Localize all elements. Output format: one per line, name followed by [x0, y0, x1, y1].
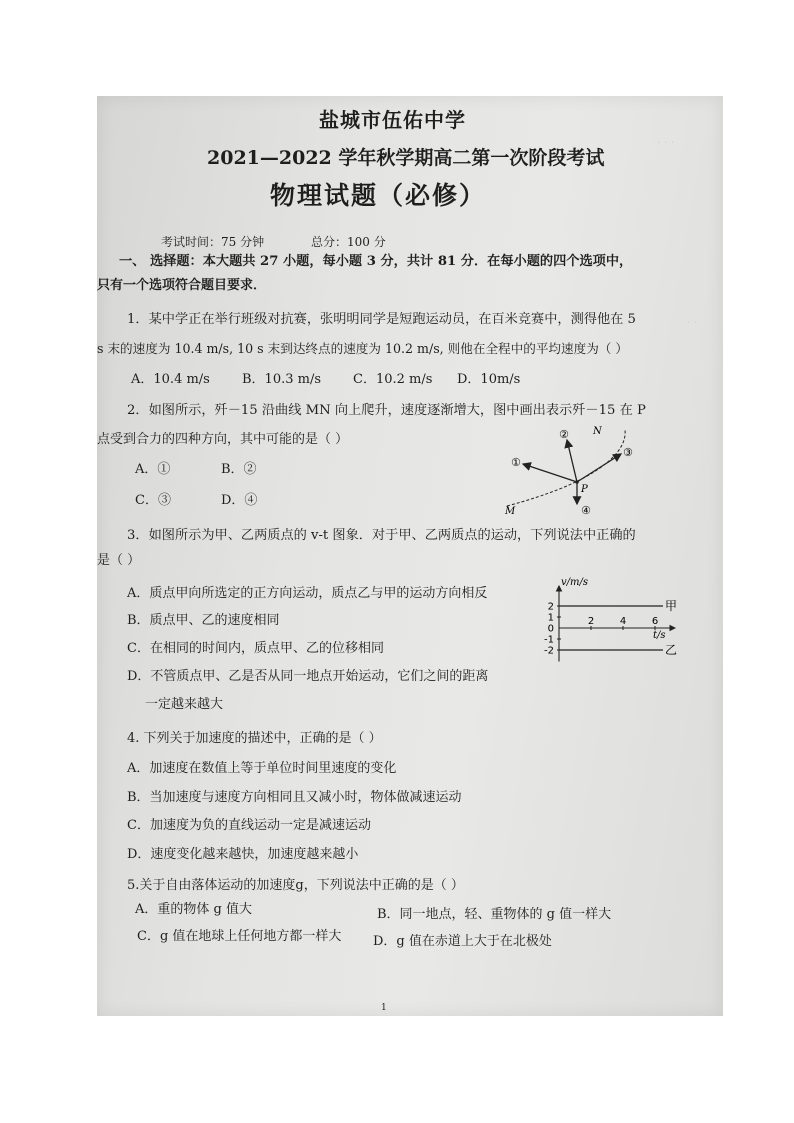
exam-photo: · · · · · 盐城市伍佑中学 2021—2022 学年秋学期高二第一次阶段考试 物理试题（必修） 考试时间：75 分钟 总分：100 分 一、 选择题：本大题共 27 小题，每小题 3 分，共计 81 分．在每小题的四个选项中， 只有一个选项符合题目要求． 1．某中学正在举行班级对抗赛，张明明同学是短跑运动员，在百米竞赛中，测得他在 5 s 末的速度为 10.4 m/s, 10 s 末到达终点的速度为 10.2 m/s, 则他在全程中的平均速度为（ ） A．10.4 m/s B．10.3 m/s C．10.2 m/s D．10m/s 2．如图所示，歼－15 沿曲线 MN 向上爬升，速度逐渐增大，图中画出表示歼－15 在 P 点受到合力的四种方向，其中可能的是（ ） A．① B．② C．③ D．④ N M P ① ② ③ ④ 3．如图所示为甲、乙两质点的 v-t 图象．对于甲、乙两质点的运动，下列说法中正确的 是（ ） A．质点甲向所选定的正方向运动，质点乙与甲的运动方向相反 B．质点甲、乙的速度相同 C．在相同的时间内，质点甲、乙的位移相同 D．不管质点甲、乙是否从同一地点开始运动，它们之间的距离 一定越来越大 v/m/s t/s 2 1 0 -1 -2 2 4 6 甲 乙 4. 下列关于加速度的描述中，正确的是（ ） A．加速度在数值上等于单位时间里速度的变化 B．当加速度与速度方向相同且又减小时，物体做减速运动 C．加速度为负的直线运动一定是减速运动 D．速度变化越来越快，加速度越来越小 5.关于自由落体运动的加速度g，下列说法中正确的是（ ） A．重的物体 g 值大 B．同一地点，轻、重物体的 g 值一样大 C．g 值在地球上任何地方都一样大 D．g 值在赤道上大于在北极处 1 — [97, 96, 723, 1016]
curve-mn — [507, 430, 625, 506]
q4-option-c: C．加速度为负的直线运动一定是减速运动 — [127, 818, 371, 833]
label-3: ③ — [623, 446, 633, 459]
label-n: N — [593, 426, 602, 437]
q3-stem: 3．如图所示为甲、乙两质点的 v-t 图象．对于甲、乙两质点的运动，下列说法中正确的 — [127, 528, 636, 543]
label-1: ① — [511, 456, 521, 469]
x-tick-label: 2 — [587, 616, 595, 627]
q1-option-c: C．10.2 m/s — [353, 372, 433, 387]
q2-stem: 2．如图所示，歼－15 沿曲线 MN 向上爬升，速度逐渐增大，图中画出表示歼－15 在 P — [127, 403, 646, 418]
force-arrow-3 — [577, 454, 621, 482]
q2-option-c: C．③ — [135, 493, 171, 508]
school-name: 盐城市伍佑中学 — [319, 108, 466, 132]
label-4: ④ — [581, 504, 591, 516]
label-p: P — [581, 484, 588, 495]
subject-title: 物理试题（必修） — [270, 181, 487, 210]
q4-stem: 4. 下列关于加速度的描述中，正确的是（ ） — [127, 731, 382, 746]
q2-option-d: D．④ — [221, 493, 258, 508]
label-2: ② — [559, 428, 569, 441]
q3-stem-2: 是（ ） — [97, 553, 141, 568]
q2-force-diagram — [497, 424, 647, 516]
force-arrow-1 — [523, 464, 577, 482]
q5-option-d: D．g 值在赤道上大于在北极处 — [373, 934, 552, 949]
exam-time: 考试时间：75 分钟 — [161, 235, 265, 249]
x-tick-label: 6 — [651, 616, 659, 627]
q4-option-d: D．速度变化越来越快，加速度越来越小 — [127, 847, 359, 862]
total-score: 总分：100 分 — [311, 235, 386, 249]
q4-option-a: A．加速度在数值上等于单位时间里速度的变化 — [127, 761, 397, 776]
series-label-2: 乙 — [665, 643, 677, 657]
x-axis-label: t/s — [653, 630, 666, 641]
q2-stem-2: 点受到合力的四种方向，其中可能的是（ ） — [97, 432, 349, 447]
q2-option-b: B．② — [221, 462, 257, 477]
y-tick-label: 1 — [547, 612, 554, 624]
y-tick-label: -1 — [544, 634, 554, 646]
q1-stem: 1．某中学正在举行班级对抗赛，张明明同学是短跑运动员，在百米竞赛中，测得他在 5 — [127, 312, 636, 327]
y-tick-label: -2 — [544, 645, 554, 657]
x-tick-label: 4 — [619, 616, 627, 627]
q1-option-d: D．10m/s — [457, 372, 521, 387]
q3-option-a: A．质点甲向所选定的正方向运动，质点乙与甲的运动方向相反 — [127, 586, 488, 601]
q4-option-b: B．当加速度与速度方向相同且又减小时，物体做减速运动 — [127, 790, 462, 805]
q3-option-d-cont: 一定越来越大 — [145, 697, 224, 712]
force-arrow-2 — [567, 440, 577, 482]
series-label-1: 甲 — [665, 599, 677, 613]
q5-option-c: C．g 值在地球上任何地方都一样大 — [137, 929, 342, 944]
q5-option-a: A．重的物体 g 值大 — [135, 902, 252, 917]
q3-option-c: C．在相同的时间内，质点甲、乙的位移相同 — [127, 641, 384, 656]
y-tick-label: 0 — [547, 623, 554, 635]
y-axis-label: v/m/s — [561, 577, 589, 588]
vt-chart — [529, 576, 677, 676]
page-number: 1 — [381, 1003, 387, 1013]
q2-option-a: A．① — [135, 462, 171, 477]
y-tick-label: 2 — [547, 601, 554, 613]
label-m: M — [505, 506, 516, 516]
q5-stem: 5.关于自由落体运动的加速度g，下列说法中正确的是（ ） — [127, 878, 464, 893]
q1-option-a: A．10.4 m/s — [131, 372, 210, 387]
q1-option-b: B．10.3 m/s — [242, 372, 322, 387]
section-instruction: 一、 选择题：本大题共 27 小题，每小题 3 分，共计 81 分．在每小题的四个选项中， — [119, 254, 633, 269]
q3-option-b: B．质点甲、乙的速度相同 — [127, 613, 280, 628]
q1-stem-2: s 末的速度为 10.4 m/s, 10 s 末到达终点的速度为 10.2 m/s, 则他在全程中的平均速度为（ ） — [97, 341, 628, 356]
q5-option-b: B．同一地点，轻、重物体的 g 值一样大 — [377, 907, 612, 922]
point-p — [575, 480, 579, 484]
exam-title: 2021—2022 学年秋学期高二第一次阶段考试 — [207, 147, 605, 169]
q3-option-d: D．不管质点甲、乙是否从同一地点开始运动，它们之间的距离 — [127, 669, 489, 684]
section-instruction-2: 只有一个选项符合题目要求． — [97, 278, 267, 293]
